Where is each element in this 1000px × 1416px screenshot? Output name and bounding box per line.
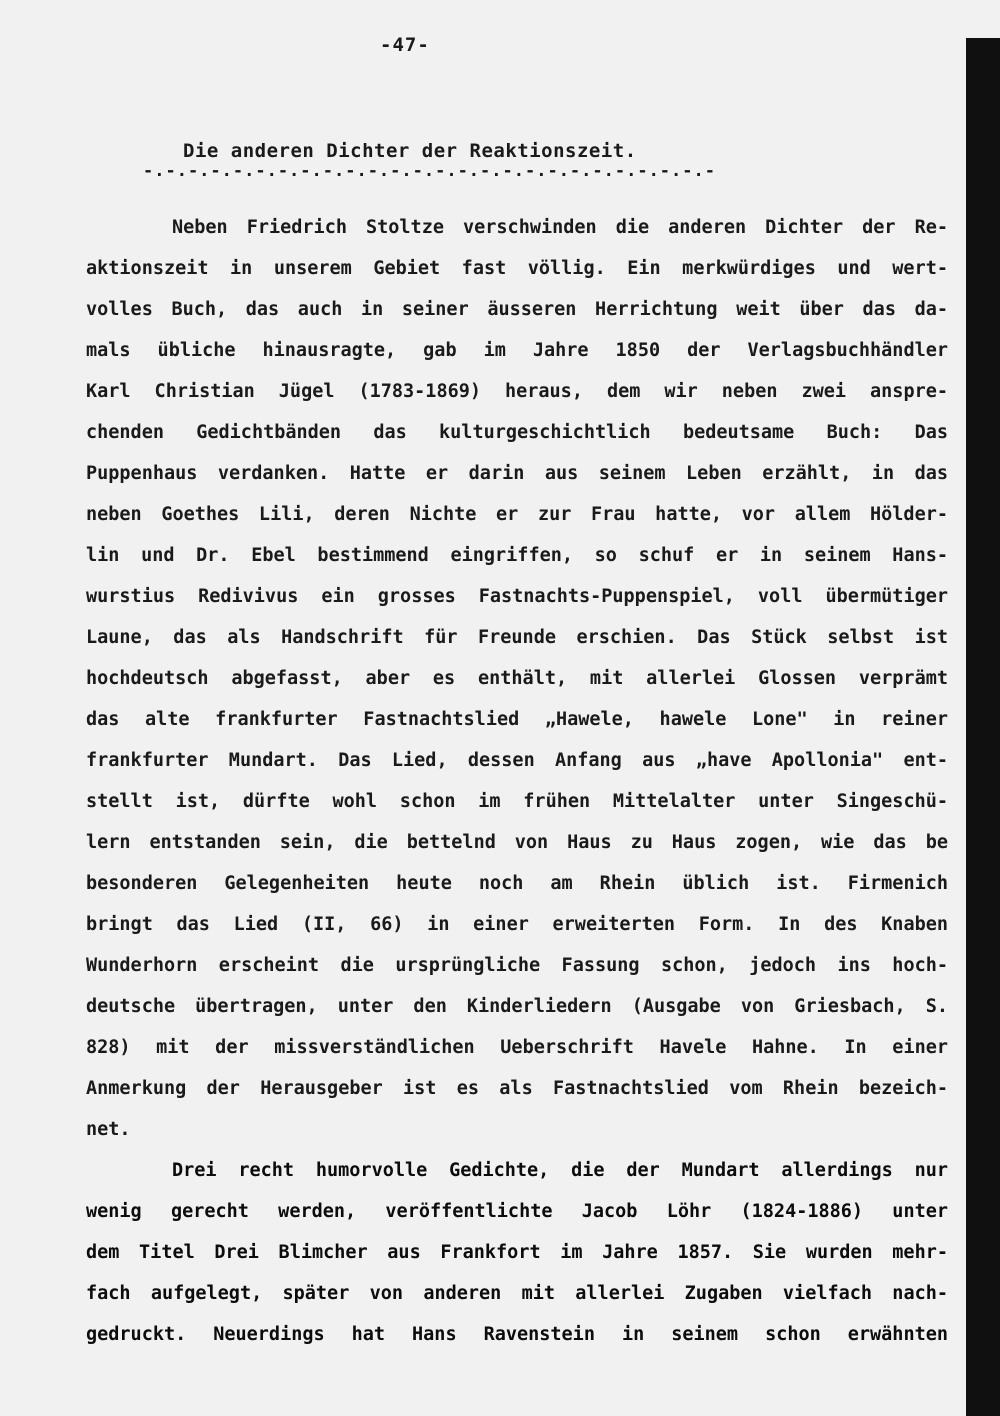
- text-line-9: lin und Dr. Ebel bestimmend eingriffen, so schuf er in seinem Hans-: [86, 545, 948, 566]
- text-line-3: volles Buch, das auch in seiner äusseren Herrichtung weit über das da-: [86, 299, 948, 320]
- scan-dark-edge: [966, 38, 1000, 1416]
- text-line-6: chenden Gedichtbänden das kulturgeschichtlich bedeutsame Buch: Das: [86, 422, 948, 443]
- text-line-16: lern entstanden sein, die bettelnd von Haus zu Haus zogen, wie das be: [86, 832, 948, 853]
- text-line-5: Karl Christian Jügel (1783-1869) heraus, dem wir neben zwei anspre-: [86, 381, 948, 402]
- text-line-25: wenig gerecht werden, veröffentlichte Jacob Löhr (1824-1886) unter: [86, 1201, 948, 1222]
- section-title: Die anderen Dichter der Reaktionszeit.: [183, 140, 637, 162]
- title-underline: -.-.-.-.-.-.-.-.-.-.-.-.-.-.-.-.-.-.-.-.-.-.-.-.-.-: [143, 161, 716, 181]
- text-line-27: fach aufgelegt, später von anderen mit allerlei Zugaben vielfach nach-: [86, 1283, 948, 1304]
- text-line-18: bringt das Lied (II, 66) in einer erweiterten Form. In des Knaben: [86, 914, 948, 935]
- text-line-13: das alte frankfurter Fastnachtslied „Hawele, hawele Lone" in reiner: [86, 709, 948, 730]
- text-line-20: deutsche übertragen, unter den Kinderliedern (Ausgabe von Griesbach, S.: [86, 996, 948, 1017]
- text-line-22: Anmerkung der Herausgeber ist es als Fastnachtslied vom Rhein bezeich-: [86, 1078, 948, 1099]
- text-line-4: mals übliche hinausragte, gab im Jahre 1850 der Verlagsbuchhändler: [86, 340, 948, 361]
- text-line-17: besonderen Gelegenheiten heute noch am Rhein üblich ist. Firmenich: [86, 873, 948, 894]
- page-number: -47-: [380, 34, 430, 56]
- text-line-21: 828) mit der missverständlichen Ueberschrift Havele Hahne. In einer: [86, 1037, 948, 1058]
- text-line-14: frankfurter Mundart. Das Lied, dessen Anfang aus „have Apollonia" ent-: [86, 750, 948, 771]
- text-line-19: Wunderhorn erscheint die ursprüngliche Fassung schon, jedoch ins hoch-: [86, 955, 948, 976]
- text-line-15: stellt ist, dürfte wohl schon im frühen Mittelalter unter Singeschü-: [86, 791, 948, 812]
- text-line-11: Laune, das als Handschrift für Freunde erschien. Das Stück selbst ist: [86, 627, 948, 648]
- text-line-7: Puppenhaus verdanken. Hatte er darin aus seinem Leben erzählt, in das: [86, 463, 948, 484]
- text-line-23: net.: [86, 1119, 131, 1140]
- text-line-1: Neben Friedrich Stoltze verschwinden die anderen Dichter der Re-: [172, 217, 948, 238]
- text-line-28: gedruckt. Neuerdings hat Hans Ravenstein in seinem schon erwähnten: [86, 1324, 948, 1345]
- text-line-12: hochdeutsch abgefasst, aber es enthält, mit allerlei Glossen verprämt: [86, 668, 948, 689]
- text-line-2: aktionszeit in unserem Gebiet fast völlig. Ein merkwürdiges und wert-: [86, 258, 948, 279]
- text-line-10: wurstius Redivivus ein grosses Fastnachts-Puppenspiel, voll übermütiger: [86, 586, 948, 607]
- text-line-24: Drei recht humorvolle Gedichte, die der Mundart allerdings nur: [172, 1160, 948, 1181]
- text-line-26: dem Titel Drei Blimcher aus Frankfort im Jahre 1857. Sie wurden mehr-: [86, 1242, 948, 1263]
- text-line-8: neben Goethes Lili, deren Nichte er zur Frau hatte, vor allem Hölder-: [86, 504, 948, 525]
